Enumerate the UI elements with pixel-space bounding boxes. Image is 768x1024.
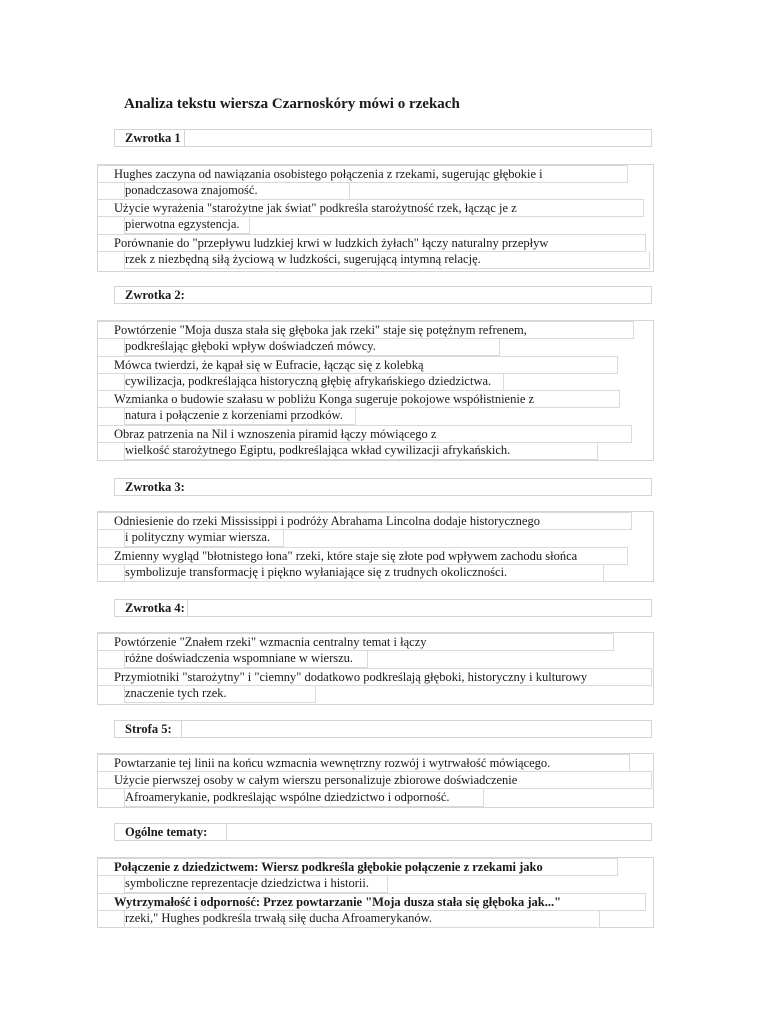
bullet-item-continuation: rzek z niezbędną siłą życiową w ludzkości, sugerującą intymną relację. xyxy=(124,251,650,269)
bullet-item: Odniesienie do rzeki Mississippi i podróży Abrahama Lincolna dodaje historycznego xyxy=(98,512,632,530)
section-box-strofa-5 xyxy=(97,753,654,808)
bullet-item: Powtarzanie tej linii na końcu wzmacnia wewnętrzny rozwój i wytrwałość mówiącego. xyxy=(98,754,630,772)
section-heading-label: Zwrotka 1 xyxy=(125,131,181,145)
bullet-item: Powtórzenie "Znałem rzeki" wzmacnia centralny temat i łączy xyxy=(98,633,614,651)
bullet-item-continuation: znaczenie tych rzek. xyxy=(124,685,316,703)
section-box-zwrotka-3 xyxy=(97,511,654,582)
bullet-item: Mówca twierdzi, że kąpał się w Eufracie, łącząc się z kolebką xyxy=(98,356,618,374)
section-heading-ogolne-tematy xyxy=(114,823,652,841)
bullet-item-continuation: cywilizacja, podkreślająca historyczną głębię afrykańskiego dziedzictwa. xyxy=(124,373,504,391)
section-box-ogolne-tematy xyxy=(97,857,654,928)
section-box-zwrotka-1 xyxy=(97,164,654,272)
section-heading-label: Zwrotka 3: xyxy=(125,480,185,494)
bullet-item-continuation: wielkość starożytnego Egiptu, podkreślająca wkład cywilizacji afrykańskich. xyxy=(124,442,598,460)
bullet-item: Porównanie do "przepływu ludzkiej krwi w ludzkich żyłach" łączy naturalny przepływ xyxy=(98,234,646,252)
bullet-item: Wytrzymałość i odporność: Przez powtarzanie "Moja dusza stała się głęboka jak..." xyxy=(98,893,646,911)
bullet-item-continuation: Afroamerykanie, podkreślając wspólne dziedzictwo i odporność. xyxy=(124,789,484,807)
bullet-item: Użycie pierwszej osoby w całym wierszu personalizuje zbiorowe doświadczenie xyxy=(98,771,652,789)
bullet-item: Połączenie z dziedzictwem: Wiersz podkreśla głębokie połączenie z rzekami jako xyxy=(98,858,618,876)
bullet-item-continuation: podkreślając głęboki wpływ doświadczeń mówcy. xyxy=(124,338,500,356)
section-heading-zwrotka-3 xyxy=(114,478,652,496)
section-box-zwrotka-4 xyxy=(97,632,654,705)
bullet-item-continuation: rzeki," Hughes podkreśla trwałą siłę ducha Afroamerykanów. xyxy=(124,910,600,928)
bullet-item: Hughes zaczyna od nawiązania osobistego połączenia z rzekami, sugerując głębokie i xyxy=(98,165,628,183)
bullet-item-continuation: i polityczny wymiar wiersza. xyxy=(124,529,284,547)
section-heading-label: Strofa 5: xyxy=(125,722,172,736)
section-heading-label: Zwrotka 2: xyxy=(125,288,185,302)
bullet-item-continuation: pierwotna egzystencja. xyxy=(124,216,250,234)
bullet-item: Użycie wyrażenia "starożytne jak świat" podkreśla starożytność rzek, łącząc je z xyxy=(98,199,644,217)
bullet-item-continuation: symboliczne reprezentacje dziedzictwa i historii. xyxy=(124,875,388,893)
bullet-item: Obraz patrzenia na Nil i wznoszenia piramid łączy mówiącego z xyxy=(98,425,632,443)
bullet-item: Wzmianka o budowie szałasu w pobliżu Konga sugeruje pokojowe współistnienie z xyxy=(98,390,620,408)
section-heading-label: Ogólne tematy: xyxy=(125,825,208,839)
section-heading-label: Zwrotka 4: xyxy=(125,601,185,615)
bullet-item-continuation: symbolizuje transformację i piękno wyłaniające się z trudnych okoliczności. xyxy=(124,564,604,582)
section-box-zwrotka-2 xyxy=(97,320,654,461)
bullet-item-continuation: natura i połączenie z korzeniami przodków. xyxy=(124,407,356,425)
section-heading-zwrotka-4 xyxy=(114,599,652,617)
bullet-item-continuation: ponadczasowa znajomość. xyxy=(124,182,350,200)
bullet-item: Zmienny wygląd "błotnistego łona" rzeki, które staje się złote pod wpływem zachodu słońca xyxy=(98,547,628,565)
bullet-item-continuation: różne doświadczenia wspomniane w wierszu. xyxy=(124,650,368,668)
document-title: Analiza tekstu wiersza Czarnoskóry mówi o rzekach xyxy=(124,96,460,112)
bullet-item: Powtórzenie "Moja dusza stała się głęboka jak rzeki" staje się potężnym refrenem, xyxy=(98,321,634,339)
section-heading-strofa-5 xyxy=(114,720,652,738)
section-heading-zwrotka-2 xyxy=(114,286,652,304)
bullet-item: Przymiotniki "starożytny" i "ciemny" dodatkowo podkreślają głęboki, historyczny i kulturowy xyxy=(98,668,652,686)
section-heading-zwrotka-1 xyxy=(114,129,652,147)
